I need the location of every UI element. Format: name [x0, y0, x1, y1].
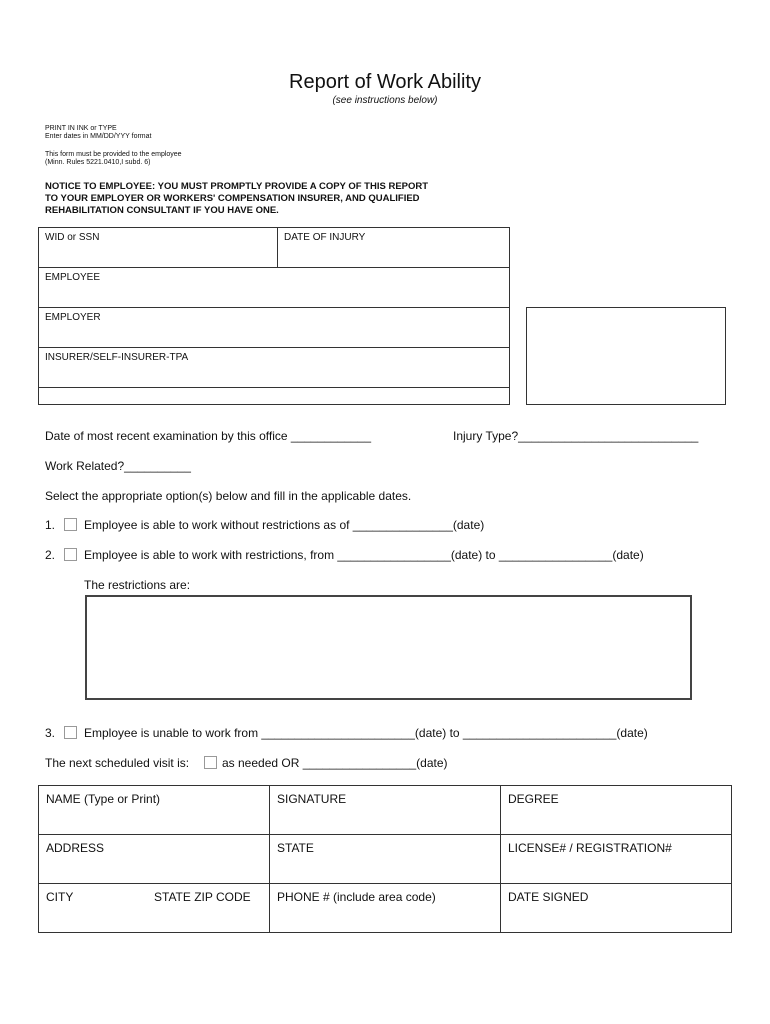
- option-3-checkbox[interactable]: [64, 726, 77, 739]
- form-title: Report of Work Ability: [289, 71, 481, 93]
- option-1-number: 1.: [45, 518, 56, 532]
- insurer-field[interactable]: [39, 348, 509, 388]
- date-of-injury-field[interactable]: [278, 228, 509, 268]
- name-field[interactable]: [39, 786, 270, 835]
- instruction-rules: (Minn. Rules 5221.0410,I subd. 6): [45, 159, 151, 166]
- stamp-box[interactable]: [526, 307, 726, 405]
- phone-label: PHONE # (include area code): [277, 890, 436, 904]
- signature-label: SIGNATURE: [277, 792, 347, 806]
- notice-line-1: NOTICE TO EMPLOYEE: YOU MUST PROMPTLY PROVIDE A COPY OF THIS REPORT: [45, 181, 429, 192]
- next-visit-text: as needed OR _________________(date): [222, 756, 448, 770]
- notice-text: [45, 181, 428, 217]
- address-field[interactable]: [39, 835, 270, 884]
- employer-field[interactable]: [39, 308, 509, 348]
- degree-label: DEGREE: [508, 792, 559, 806]
- date-signed-label: DATE SIGNED: [508, 890, 589, 904]
- date-signed-field[interactable]: [501, 884, 731, 932]
- state-label: STATE: [277, 841, 314, 855]
- work-related-field[interactable]: Work Related?__________: [45, 459, 191, 473]
- notice-line-2: TO YOUR EMPLOYER OR WORKERS' COMPENSATION INSURER, AND QUALIFIED: [45, 193, 420, 204]
- instruction-dates: Enter dates in MM/DD/YYY format: [45, 133, 152, 140]
- notice-line-3: REHABILITATION CONSULTANT IF YOU HAVE ONE.: [45, 205, 279, 216]
- signature-field[interactable]: [270, 786, 501, 835]
- instruction-print: PRINT IN INK or TYPE: [45, 125, 117, 132]
- license-field[interactable]: [501, 835, 731, 884]
- signature-grid: [38, 785, 732, 933]
- info-box: [38, 227, 510, 405]
- employee-field[interactable]: [39, 268, 509, 308]
- instruction-provide: This form must be provided to the employee: [45, 151, 182, 158]
- wid-label: WID or SSN: [45, 232, 100, 243]
- option-1-checkbox[interactable]: [64, 518, 77, 531]
- option-2-text: Employee is able to work with restrictions, from _________________(date) to _________________(date): [84, 548, 644, 562]
- option-2-checkbox[interactable]: [64, 548, 77, 561]
- option-3-number: 3.: [45, 726, 56, 740]
- address-label: ADDRESS: [46, 841, 105, 855]
- form-subtitle: (see instructions below): [332, 95, 438, 106]
- license-label: LICENSE# / REGISTRATION#: [508, 841, 672, 855]
- state-zip-label: STATE ZIP CODE: [154, 890, 251, 904]
- city-state-zip-field[interactable]: [39, 884, 270, 932]
- option-2-number: 2.: [45, 548, 56, 562]
- option-3-text: Employee is unable to work from _______________________(date) to _______________________(date): [84, 726, 648, 740]
- restrictions-textarea[interactable]: [85, 595, 692, 700]
- exam-date-field[interactable]: Date of most recent examination by this office ____________: [45, 429, 371, 443]
- degree-field[interactable]: [501, 786, 731, 835]
- injury-type-field[interactable]: Injury Type?___________________________: [453, 429, 699, 443]
- as-needed-checkbox[interactable]: [204, 756, 217, 769]
- employer-label: EMPLOYER: [45, 312, 101, 323]
- city-label: CITY: [46, 890, 74, 904]
- employee-label: EMPLOYEE: [45, 272, 101, 283]
- select-options-instruction: Select the appropriate option(s) below and fill in the applicable dates.: [45, 489, 412, 503]
- next-visit-label: The next scheduled visit is:: [45, 756, 190, 770]
- phone-field[interactable]: [270, 884, 501, 932]
- name-label: NAME (Type or Print): [46, 792, 161, 806]
- state-field[interactable]: [270, 835, 501, 884]
- insurer-label: INSURER/SELF-INSURER-TPA: [45, 352, 189, 363]
- date-of-injury-label: DATE OF INJURY: [284, 232, 366, 243]
- restrictions-label: The restrictions are:: [84, 578, 191, 592]
- wid-field[interactable]: [39, 228, 278, 268]
- option-1-text: Employee is able to work without restrictions as of _______________(date): [84, 518, 485, 532]
